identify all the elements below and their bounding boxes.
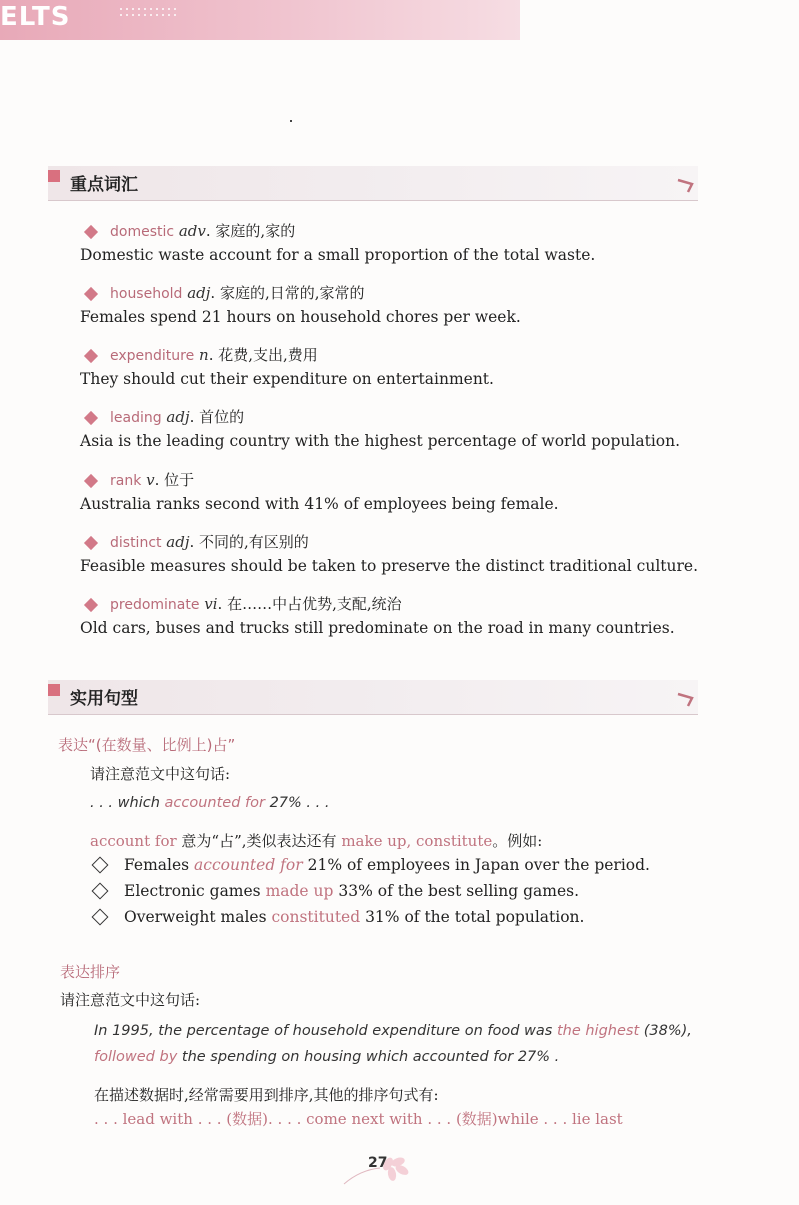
sample-quote-line: In 1995, the percentage of household expenditure on food was the highest (38%), [94,1023,692,1039]
vocab-example: Asia is the leading country with the highest percentage of world population. [80,432,681,450]
page-number: 27 [368,1155,388,1171]
vocab-example: Old cars, buses and trucks still predominate on the road in many countries. [80,619,675,637]
vocab-word: rank [110,473,142,489]
pattern-note: 请注意范文中这句话: [90,765,231,783]
pattern-note: 请注意范文中这句话: [60,991,201,1009]
diamond-bullet-icon [84,286,98,300]
vocab-meaning: . 在……中占优势,支配,统治 [217,595,402,613]
vocab-meaning: . 家庭的,日常的,家常的 [210,284,365,302]
diamond-bullet-icon [84,410,98,424]
pattern-heading: 表达排序 [60,963,121,981]
corner-arrow-icon [676,176,694,194]
vocab-example: Domestic waste account for a small proportion of the total waste. [80,246,596,264]
vocab-word: predominate [110,597,200,613]
vocab-meaning: . 首位的 [189,408,245,426]
sample-quote: . . . which accounted for 27% . . . [90,795,330,811]
vocab-word: leading [110,410,162,426]
section-marker-icon [48,684,60,696]
header-logo: ELTS [0,2,71,32]
diamond-bullet-icon [84,535,98,549]
diamond-bullet-icon [84,473,98,487]
header-decoration [118,6,178,18]
corner-arrow-icon [676,690,694,708]
vocab-example: Australia ranks second with 41% of employees being female. [80,495,559,513]
pattern-heading: 表达“(在数量、比例上)占” [58,736,236,754]
section-title: 实用句型 [70,689,138,709]
section-vocab-header [48,166,698,201]
example-sentence: Overweight males constituted 31% of the total population. [90,908,584,926]
diamond-bullet-icon [84,597,98,611]
vocab-pos: adv [178,222,206,240]
diamond-bullet-icon [84,348,98,362]
vocab-pos: v [146,471,155,489]
vocab-meaning: . 花费,支出,费用 [208,346,318,364]
vocab-example: Feasible measures should be taken to preserve the distinct traditional culture. [80,557,699,575]
pattern-description: 在描述数据时,经常需要用到排序,其他的排序句式有: [94,1086,439,1104]
vocab-pos: vi [204,595,218,613]
section-marker-icon [48,170,60,182]
stray-dot [290,120,292,122]
ranking-expressions: . . . lead with . . . (数据). . . . come next with . . . (数据)while . . . lie last [94,1110,623,1128]
vocab-pos: n [199,346,209,364]
vocab-meaning: . 位于 [154,471,195,489]
vocab-pos: adj [166,408,190,426]
vocab-word: distinct [110,535,162,551]
hollow-diamond-icon [92,857,109,874]
example-sentence: Females accounted for 21% of employees in Japan over the period. [90,856,650,874]
header-banner [0,0,520,40]
vocab-word: expenditure [110,348,195,364]
section-patterns-header [48,680,698,715]
pattern-explanation: account for 意为“占”,类似表达还有 make up, constitute。例如: [90,832,543,850]
example-sentence: Electronic games made up 33% of the best selling games. [90,882,579,900]
vocab-example: They should cut their expenditure on entertainment. [80,370,494,388]
sample-quote-line: followed by the spending on housing which accounted for 27% . [94,1049,560,1065]
vocab-example: Females spend 21 hours on household chores per week. [80,308,521,326]
vocab-meaning: . 家庭的,家的 [205,222,296,240]
vocab-word: household [110,286,183,302]
vocab-meaning: . 不同的,有区别的 [189,533,309,551]
vocab-word: domestic [110,224,175,240]
section-title: 重点词汇 [70,175,138,195]
vocab-pos: adj [166,533,190,551]
diamond-bullet-icon [84,224,98,238]
hollow-diamond-icon [92,883,109,900]
hollow-diamond-icon [92,909,109,926]
vocab-pos: adj [187,284,211,302]
